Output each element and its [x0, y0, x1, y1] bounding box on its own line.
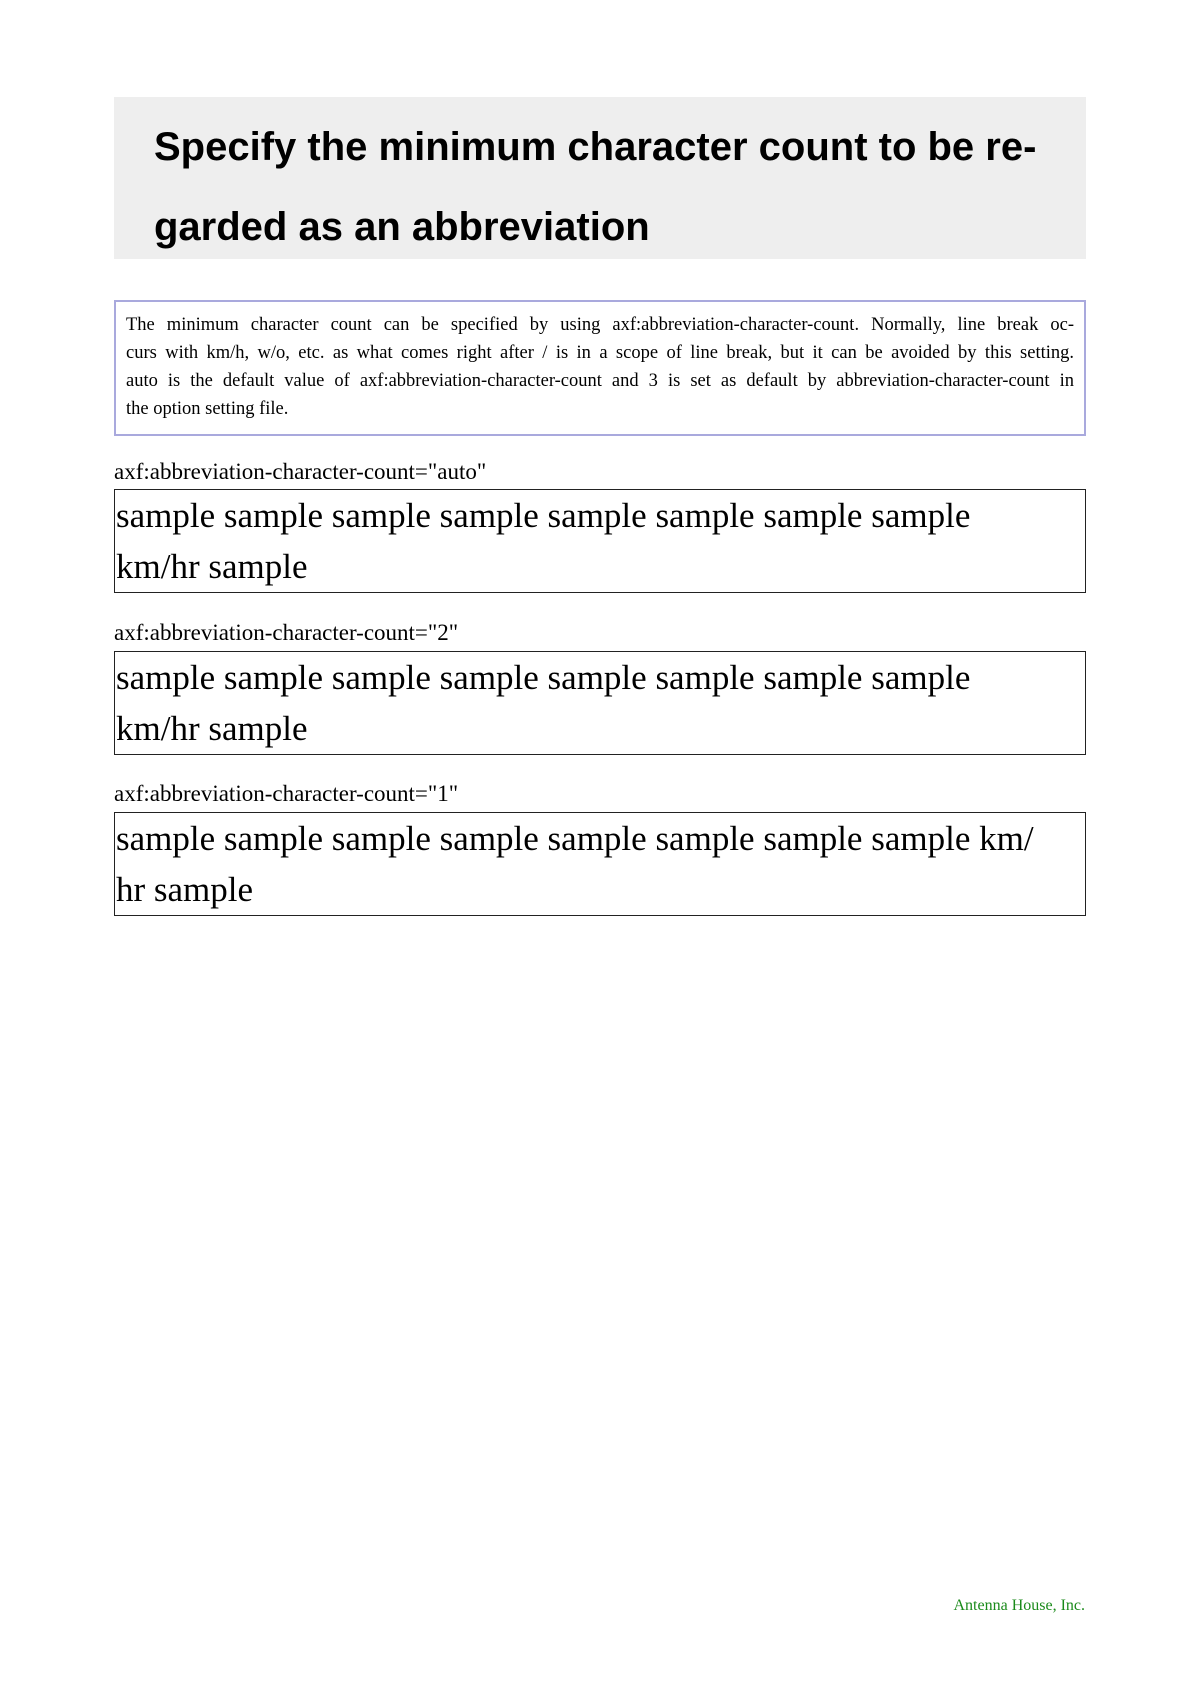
description-box: [114, 300, 1086, 436]
title-banner: [114, 97, 1086, 259]
sample-text-line-2: km/hr sample: [116, 709, 308, 748]
footer-company-name: Antenna House, Inc.: [953, 1597, 1085, 1614]
description-line-4: the option setting file.: [126, 399, 289, 419]
sample-text-line-2: km/hr sample: [116, 547, 308, 586]
description-line-3: auto is the default value of axf:abbreviation-character-count and 3 is set as default by abbreviation-character-count in: [126, 371, 1074, 391]
sample-box-2: [114, 651, 1086, 755]
sample-text-line-1: sample sample sample sample sample sample sample sample km/: [116, 819, 1034, 858]
sample-box-1: [114, 812, 1086, 916]
description-line-2: curs with km/h, w/o, etc. as what comes right after / is in a scope of line break, but it can be avoided by this setting.: [126, 343, 1074, 363]
description-line-1: The minimum character count can be specified by using axf:abbreviation-character-count. Normally, line break oc-: [126, 315, 1074, 335]
sample-label-auto: axf:abbreviation-character-count="auto": [114, 459, 487, 484]
sample-label-2: axf:abbreviation-character-count="2": [114, 620, 459, 645]
sample-text-line-1: sample sample sample sample sample sample sample sample: [116, 658, 971, 697]
page-title-line-2: garded as an abbreviation: [154, 205, 650, 249]
sample-text-line-2: hr sample: [116, 870, 254, 909]
sample-text-line-1: sample sample sample sample sample sample sample sample: [116, 496, 971, 535]
sample-label-1: axf:abbreviation-character-count="1": [114, 781, 459, 806]
page-title: [154, 107, 1046, 267]
sample-box-auto: [114, 489, 1086, 593]
page-title-line-1: Specify the minimum character count to be re-: [154, 125, 1037, 169]
